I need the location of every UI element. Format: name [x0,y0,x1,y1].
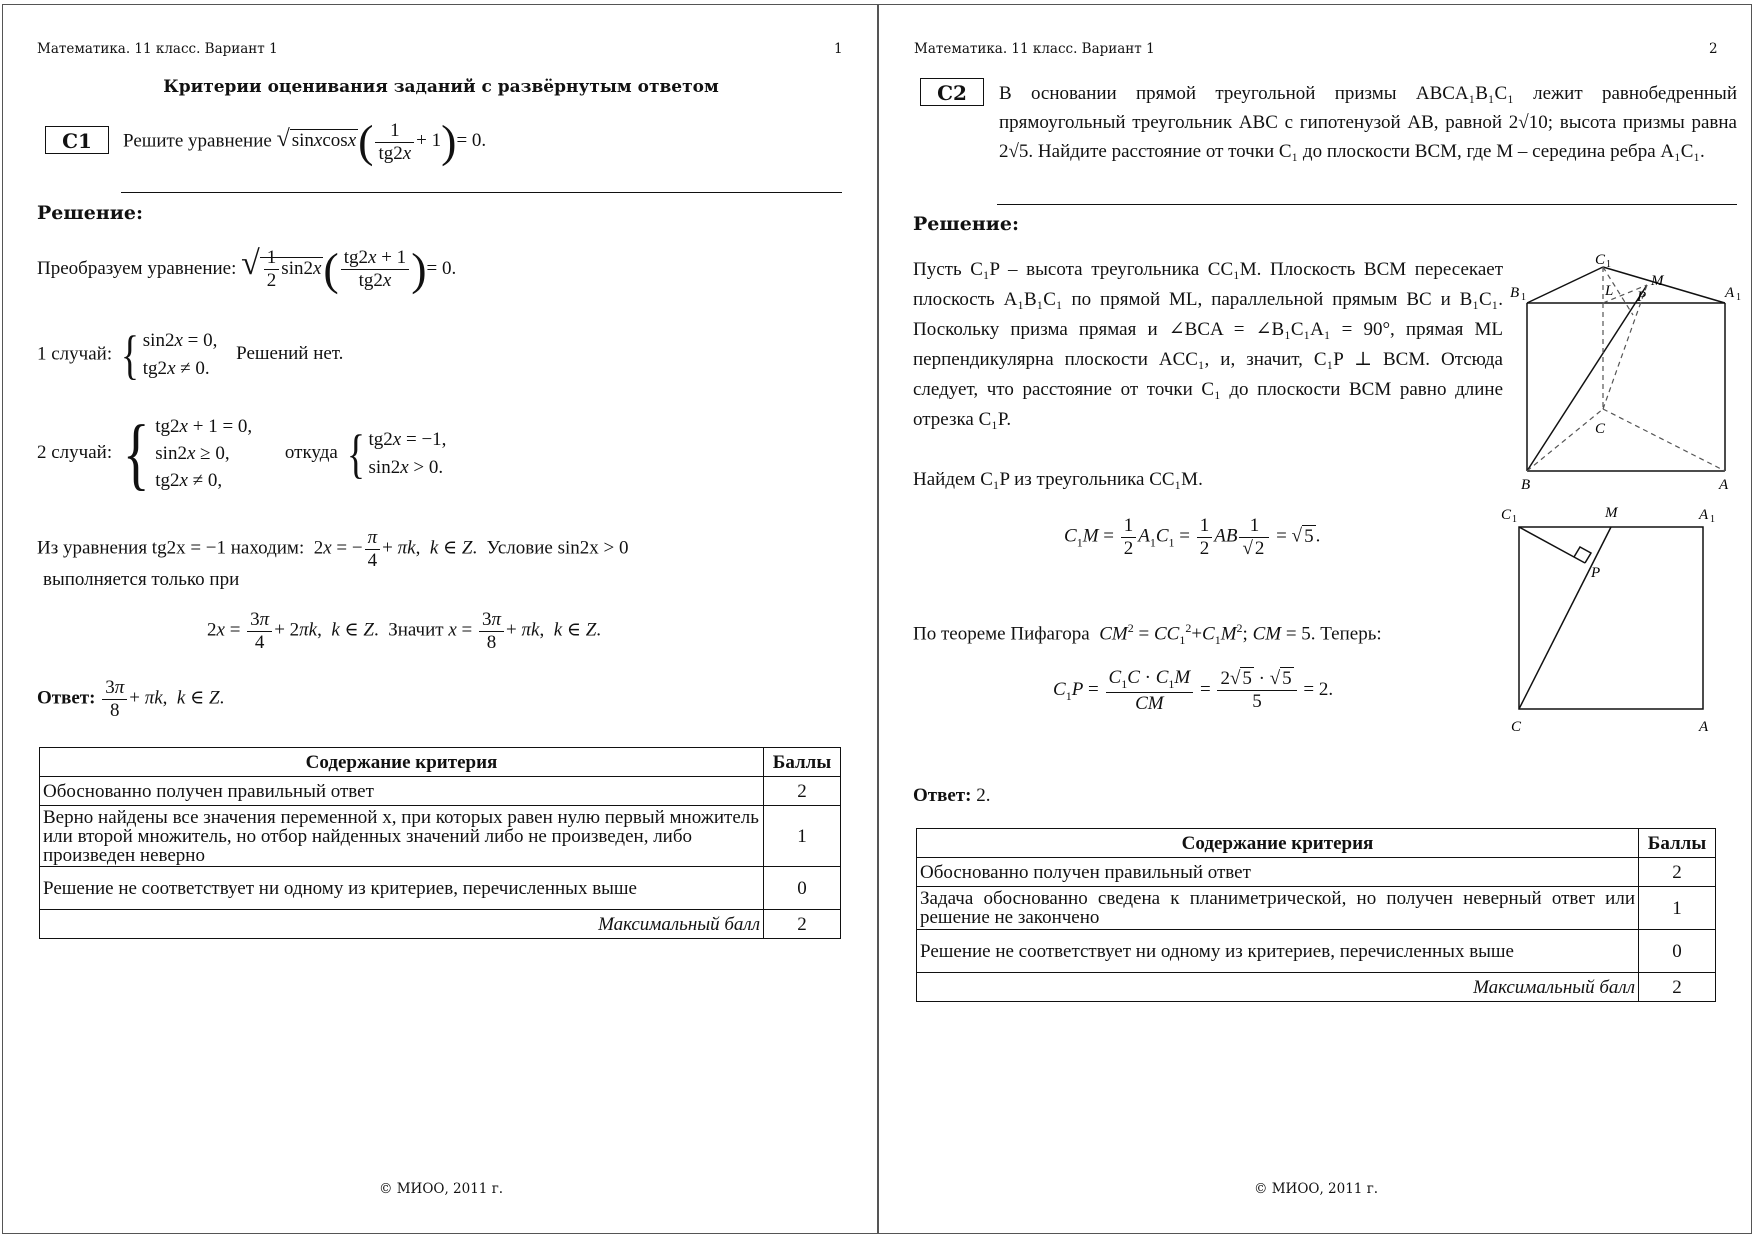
figure-label: M [1651,273,1664,289]
answer-label: Ответ: [913,785,972,806]
solution-label: Решение: [913,213,1019,235]
answer-label: Ответ: [37,687,96,709]
answer-line [913,785,990,807]
figure-label: C [1595,421,1606,437]
task-text: Решите уравнение [123,130,272,152]
criterion-text: Решение не соответствует ни одному из критериев, перечисленных выше [917,930,1639,973]
figure-label: B [1510,285,1520,301]
criterion-text: Задача обоснованно сведена к планиметрической, но получен неверный ответ или решение не закончено [917,887,1639,930]
case2-label: 2 случай: [37,441,113,463]
criterion-points: 0 [764,867,841,910]
max-score-value: 2 [764,910,841,939]
svg-text:1: 1 [1710,514,1715,525]
criterion-points: 1 [764,806,841,867]
answer-value: 2. [976,785,991,806]
criteria-table [39,747,841,939]
answer-line: Ответ: $\frac{3\pi}{8}$ + πk, k ∈ Z. [37,677,225,721]
criterion-points: 2 [1639,858,1716,887]
table-row [917,887,1716,930]
table-row [917,858,1716,887]
task-statement [123,116,487,167]
svg-text:1: 1 [1521,292,1526,303]
prism-figure [1507,253,1747,493]
divider [997,204,1737,205]
from-eq-text: Из уравнения tg2x = −1 находим: [37,537,305,559]
solution-paragraph: Пусть C₁P – высота треугольника CC₁M. Плоскость BCM пересекает плоскость A₁B₁C₁ по прямой ML, параллельной прямым BC и B₁C₁. Поскольку призма прямая и ∠BCA = ∠B₁C₁A₁ = 90°, прямая ML перпендикулярна плоскости ACC₁, и, значит, C₁P ⊥ BCM. Отсюда следует, что расстояние от точки C₁ до плоскости BCM равно длине отрезка C₁P. [913,259,1503,430]
svg-text:1: 1 [1606,259,1611,270]
page-2 [878,4,1752,1234]
page-header: Математика. 11 класс. Вариант 1 [914,41,1155,57]
condition-text: Условие sin2x > 0 [486,537,629,559]
figure-label: P [1637,289,1647,305]
task-label-c1: С1 [45,126,109,154]
c1m-formula: $C_1M$ = $\frac{1}{2}$ $A_1C_1$ = $\frac{1}{2}$ AB $\frac{1}{√ 2}$ = √ 5 . [1064,515,1321,559]
figure-label: L [1605,283,1614,299]
find-text: Найдем C₁P из треугольника CC₁M. [913,469,1203,490]
figure-label: P [1591,565,1601,581]
table-header [917,829,1716,858]
case2-whence: откуда [284,441,338,463]
therefore-text: Значит [388,619,444,641]
figure-label: A [1699,719,1709,735]
table-row-max [40,910,841,939]
figure-label: C [1595,253,1606,268]
col-criterion: Содержание критерия [40,748,764,777]
table-header [40,748,841,777]
figure-label: M [1605,505,1618,521]
criterion-text: Решение не соответствует ни одному из критериев, перечисленных выше [40,867,764,910]
transformed-equation: Преобразуем уравнение: √ $\frac{1}{2}$ sin2x( $\frac{tg2x + 1}{tg2x}$ )= 0. [37,243,457,295]
pythagoras-label: По теореме Пифагора [913,623,1090,645]
max-score-label: Максимальный балл [917,973,1639,1002]
case1-label: 1 случай: [37,343,113,365]
col-points: Баллы [1639,829,1716,858]
svg-text:1: 1 [1736,292,1741,303]
col-points: Баллы [764,748,841,777]
criterion-points: 1 [1639,887,1716,930]
figure-label: A [1719,477,1729,493]
page-1 [2,4,878,1234]
pythagoras-line: По теореме Пифагора $CM^2 = CC_1^2+C_1M^2$; CM = 5. Теперь: [913,621,1382,648]
solution-label: Решение: [37,202,143,224]
criterion-text: Верно найдены все значения переменной x, при которых равен нулю первый множитель или второй множитель, но отбор найденных значений либо не произведен, либо произведен неверно [40,806,764,867]
pythagoras-tail: Теперь: [1320,623,1382,645]
svg-text:1: 1 [1512,514,1517,525]
table-row [917,930,1716,973]
max-score-value: 2 [1639,973,1716,1002]
section-figure [1479,499,1751,739]
page-header: Математика. 11 класс. Вариант 1 [37,41,278,57]
criteria-table [916,828,1716,1002]
figure-label: B [1521,477,1531,493]
table-row [40,867,841,910]
page-number: 2 [1709,41,1718,57]
table-row [40,777,841,806]
c1p-formula: $C_1P$ = $\frac{C_1C \cdot C_1M}{CM}$ = $\frac{2√ 5 \cdot √ 5}{5}$ = 2. [1053,667,1334,714]
case-1: 1 случай: { sin2x = 0, tg2x ≠ 0. Решений нет. [37,325,344,385]
criterion-points: 2 [764,777,841,806]
transform-label: Преобразуем уравнение: [37,258,237,279]
divider [121,192,842,193]
only-when-text: выполняется только при [43,569,240,590]
col-criterion: Содержание критерия [917,829,1639,858]
case-2: 2 случай: { tg2x + 1 = 0, sin2x ≥ 0, tg2x ≠ 0, откуда { tg2x = −1, sin2x > 0. [37,409,447,498]
figure-label: A [1725,285,1735,301]
criterion-points: 0 [1639,930,1716,973]
page-title: Критерии оценивания заданий с развёрнутым ответом [163,77,719,97]
figure-label: A [1699,507,1709,523]
table-row [40,806,841,867]
page-footer: © МИОО, 2011 г. [1253,1181,1379,1197]
task-equation: √ sinxcosx( $\frac{1}{tg2x}$ + 1)= 0. [276,116,487,167]
table-row-max [917,973,1716,1002]
task-label-c2: С2 [920,78,984,106]
result-line: 2x = $\frac{3\pi}{4}$ + 2πk, k ∈ Z. Значит x = $\frac{3\pi}{8}$ + πk, k ∈ Z. [207,609,602,653]
case1-result: Решений нет. [236,343,344,365]
figure-label: C [1511,719,1522,735]
page-number: 1 [834,41,843,57]
max-score-label: Максимальный балл [40,910,764,939]
criterion-text: Обоснованно получен правильный ответ [40,777,764,806]
task-statement: В основании прямой треугольной призмы ABCA₁B₁C₁ лежит равнобедренный прямоугольный треугольник ABC с гипотенузой AB, равной 2√10; высота призмы равна 2√5. Найдите расстояние от точки C₁ до плоскости BCM, где M – середина ребра A₁C₁. [999,83,1737,162]
from-equation-line: Из уравнения tg2x = −1 находим: 2x = − $\frac{\pi}{4}$ + πk, k ∈ Z. Условие sin2x > 0 [37,527,629,571]
page-footer: © МИОО, 2011 г. [378,1181,504,1197]
criterion-text: Обоснованно получен правильный ответ [917,858,1639,887]
figure-label: C [1501,507,1512,523]
